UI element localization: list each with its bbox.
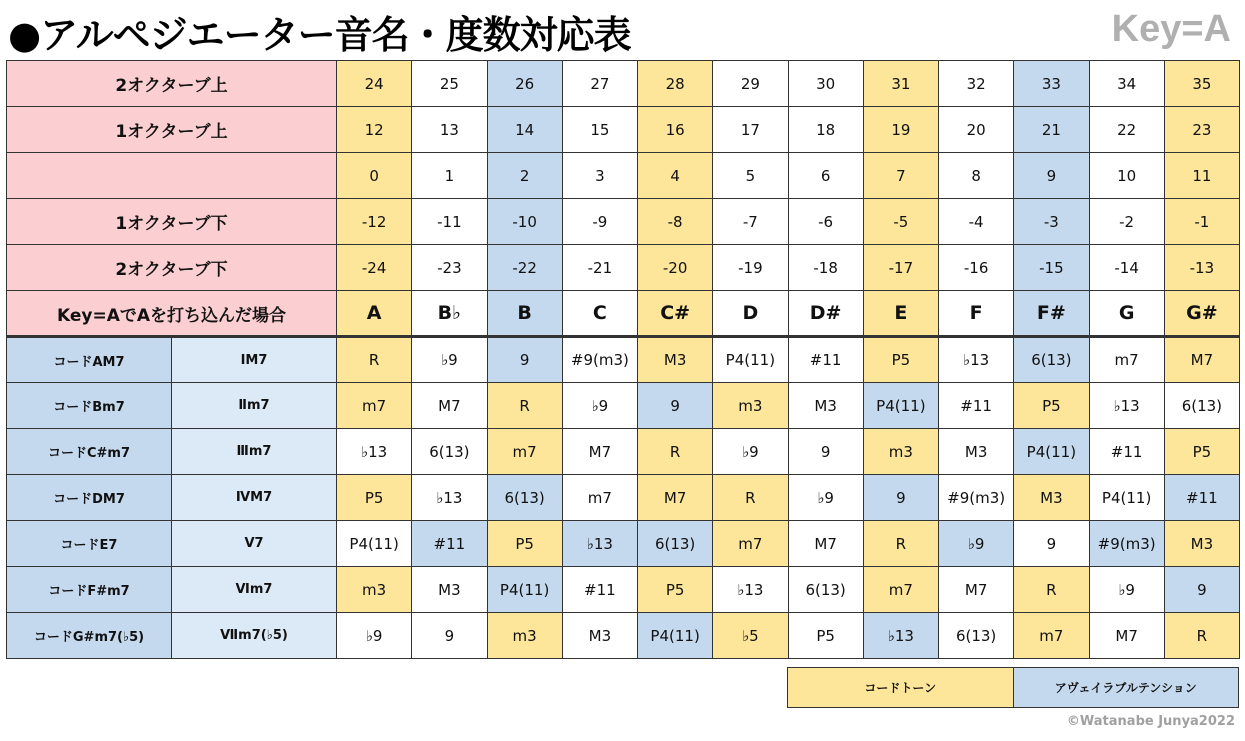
interval-cell: m3 — [337, 567, 412, 613]
interval-cell: 6(13) — [1164, 383, 1239, 429]
note-name: D# — [788, 291, 863, 337]
octave-value: -15 — [1014, 245, 1089, 291]
octave-value: -3 — [1014, 199, 1089, 245]
interval-cell: 6(13) — [487, 475, 562, 521]
octave-label: 2オクターブ下 — [7, 245, 337, 291]
octave-value: 6 — [788, 153, 863, 199]
interval-cell: M7 — [412, 383, 487, 429]
octave-value: -18 — [788, 245, 863, 291]
interval-cell: P5 — [1014, 383, 1089, 429]
interval-cell: 6(13) — [412, 429, 487, 475]
interval-cell: 6(13) — [788, 567, 863, 613]
interval-cell: #11 — [788, 337, 863, 383]
octave-value: 35 — [1164, 61, 1239, 107]
octave-value: -20 — [638, 245, 713, 291]
key-label: Key=A — [1111, 8, 1231, 50]
interval-cell: ♭9 — [562, 383, 637, 429]
octave-value: 23 — [1164, 107, 1239, 153]
interval-cell: 9 — [412, 613, 487, 659]
octave-value: 18 — [788, 107, 863, 153]
interval-cell: #11 — [562, 567, 637, 613]
note-row — [7, 291, 1240, 337]
octave-value: 16 — [638, 107, 713, 153]
chord-degree: Ⅵm7 — [172, 567, 337, 613]
interval-cell: 6(13) — [1014, 337, 1089, 383]
chord-name: コードE7 — [7, 521, 172, 567]
interval-cell: 9 — [863, 475, 938, 521]
octave-value: 3 — [562, 153, 637, 199]
note-name: F# — [1014, 291, 1089, 337]
octave-value: 2 — [487, 153, 562, 199]
interval-cell: ♭13 — [863, 613, 938, 659]
octave-value: 13 — [412, 107, 487, 153]
octave-value: 34 — [1089, 61, 1164, 107]
chord-row — [7, 337, 1240, 383]
interval-cell: R — [1164, 613, 1239, 659]
interval-cell: M3 — [1014, 475, 1089, 521]
interval-cell: P5 — [788, 613, 863, 659]
interval-cell: ♭13 — [412, 475, 487, 521]
octave-value: -21 — [562, 245, 637, 291]
octave-value: 12 — [337, 107, 412, 153]
legend-chord-tone: コードトーン — [788, 668, 1014, 707]
interval-cell: ♭5 — [713, 613, 788, 659]
interval-cell: P5 — [337, 475, 412, 521]
chord-degree: ⅣM7 — [172, 475, 337, 521]
octave-value: 1 — [412, 153, 487, 199]
interval-cell: m3 — [487, 613, 562, 659]
interval-cell: P5 — [638, 567, 713, 613]
chord-name: コードG#m7(♭5) — [7, 613, 172, 659]
octave-value: -19 — [713, 245, 788, 291]
interval-cell: ♭13 — [1089, 383, 1164, 429]
chord-row — [7, 429, 1240, 475]
degree-table — [6, 60, 1240, 659]
interval-cell: #11 — [939, 383, 1014, 429]
interval-cell: M3 — [1164, 521, 1239, 567]
interval-cell: ♭13 — [939, 337, 1014, 383]
interval-cell: 9 — [788, 429, 863, 475]
interval-cell: R — [337, 337, 412, 383]
interval-cell: R — [487, 383, 562, 429]
octave-value: -17 — [863, 245, 938, 291]
interval-cell: P5 — [1164, 429, 1239, 475]
interval-cell: M3 — [412, 567, 487, 613]
copyright: ©Watanabe Junya2022 — [1066, 714, 1235, 729]
interval-cell: M3 — [562, 613, 637, 659]
octave-row — [7, 107, 1240, 153]
interval-cell: 6(13) — [638, 521, 713, 567]
note-name: G — [1089, 291, 1164, 337]
interval-cell: m3 — [863, 429, 938, 475]
page-title: ●アルペジエーター音名・度数対応表 — [8, 13, 631, 57]
octave-value: 0 — [337, 153, 412, 199]
octave-label: 1オクターブ上 — [7, 107, 337, 153]
octave-value: -23 — [412, 245, 487, 291]
interval-cell: R — [638, 429, 713, 475]
octave-value: 31 — [863, 61, 938, 107]
interval-cell: M7 — [788, 521, 863, 567]
interval-cell: P5 — [863, 337, 938, 383]
interval-cell: R — [1014, 567, 1089, 613]
note-name: B — [487, 291, 562, 337]
interval-cell: ♭13 — [337, 429, 412, 475]
chord-degree: ⅠM7 — [172, 337, 337, 383]
interval-cell: ♭9 — [337, 613, 412, 659]
interval-cell: ♭9 — [939, 521, 1014, 567]
interval-cell: R — [863, 521, 938, 567]
octave-value: 15 — [562, 107, 637, 153]
octave-row — [7, 199, 1240, 245]
octave-label: 2オクターブ上 — [7, 61, 337, 107]
octave-value: -7 — [713, 199, 788, 245]
interval-cell: P4(11) — [863, 383, 938, 429]
octave-row — [7, 245, 1240, 291]
chord-row — [7, 475, 1240, 521]
octave-value: -5 — [863, 199, 938, 245]
interval-cell: #9(m3) — [939, 475, 1014, 521]
interval-cell: m7 — [1014, 613, 1089, 659]
octave-value: 4 — [638, 153, 713, 199]
chord-name: コードBm7 — [7, 383, 172, 429]
interval-cell: M3 — [788, 383, 863, 429]
octave-value: 29 — [713, 61, 788, 107]
octave-label: 1オクターブ下 — [7, 199, 337, 245]
interval-cell: m3 — [713, 383, 788, 429]
interval-cell: 6(13) — [939, 613, 1014, 659]
interval-cell: ♭13 — [713, 567, 788, 613]
octave-value: -8 — [638, 199, 713, 245]
interval-cell: m7 — [487, 429, 562, 475]
chord-degree: Ⅴ7 — [172, 521, 337, 567]
chord-row — [7, 521, 1240, 567]
chord-degree: Ⅶm7(♭5) — [172, 613, 337, 659]
octave-value: 24 — [337, 61, 412, 107]
note-name: F — [939, 291, 1014, 337]
octave-value: 5 — [713, 153, 788, 199]
interval-cell: 9 — [638, 383, 713, 429]
octave-row — [7, 153, 1240, 199]
interval-cell: P5 — [487, 521, 562, 567]
octave-value: -1 — [1164, 199, 1239, 245]
note-name: A — [337, 291, 412, 337]
interval-cell: m7 — [337, 383, 412, 429]
interval-cell: m7 — [1089, 337, 1164, 383]
interval-cell: #11 — [412, 521, 487, 567]
interval-cell: 9 — [487, 337, 562, 383]
interval-cell: M7 — [939, 567, 1014, 613]
chord-name: コードAM7 — [7, 337, 172, 383]
chord-name: コードDM7 — [7, 475, 172, 521]
octave-value: -4 — [939, 199, 1014, 245]
chord-row — [7, 567, 1240, 613]
interval-cell: M7 — [1089, 613, 1164, 659]
interval-cell: #11 — [1089, 429, 1164, 475]
interval-cell: m7 — [562, 475, 637, 521]
interval-cell: P4(11) — [638, 613, 713, 659]
octave-value: 28 — [638, 61, 713, 107]
octave-value: -2 — [1089, 199, 1164, 245]
interval-cell: 9 — [1164, 567, 1239, 613]
interval-cell: ♭13 — [562, 521, 637, 567]
interval-cell: ♭9 — [713, 429, 788, 475]
octave-value: -10 — [487, 199, 562, 245]
octave-value: 10 — [1089, 153, 1164, 199]
note-name: C# — [638, 291, 713, 337]
octave-value: 25 — [412, 61, 487, 107]
octave-value: -11 — [412, 199, 487, 245]
octave-value: 30 — [788, 61, 863, 107]
octave-value: -22 — [487, 245, 562, 291]
octave-value: -12 — [337, 199, 412, 245]
octave-value: 22 — [1089, 107, 1164, 153]
note-name: D — [713, 291, 788, 337]
octave-value: 32 — [939, 61, 1014, 107]
chord-row — [7, 383, 1240, 429]
octave-value: 27 — [562, 61, 637, 107]
octave-value: 8 — [939, 153, 1014, 199]
interval-cell: m7 — [713, 521, 788, 567]
octave-value: 33 — [1014, 61, 1089, 107]
interval-cell: #9(m3) — [1089, 521, 1164, 567]
octave-value: -6 — [788, 199, 863, 245]
octave-row — [7, 61, 1240, 107]
interval-cell: P4(11) — [713, 337, 788, 383]
octave-value: -16 — [939, 245, 1014, 291]
interval-cell: 9 — [1014, 521, 1089, 567]
interval-cell: M3 — [939, 429, 1014, 475]
octave-value: 7 — [863, 153, 938, 199]
interval-cell: M7 — [562, 429, 637, 475]
interval-cell: P4(11) — [487, 567, 562, 613]
interval-cell: #11 — [1164, 475, 1239, 521]
octave-value: 21 — [1014, 107, 1089, 153]
interval-cell: R — [713, 475, 788, 521]
octave-value: 14 — [487, 107, 562, 153]
interval-cell: M7 — [1164, 337, 1239, 383]
interval-cell: ♭9 — [788, 475, 863, 521]
chord-degree: Ⅱm7 — [172, 383, 337, 429]
octave-value: -9 — [562, 199, 637, 245]
note-name: E — [863, 291, 938, 337]
interval-cell: P4(11) — [1014, 429, 1089, 475]
octave-value: 20 — [939, 107, 1014, 153]
interval-cell: P4(11) — [1089, 475, 1164, 521]
octave-value: 17 — [713, 107, 788, 153]
interval-cell: ♭9 — [1089, 567, 1164, 613]
legend-available-tension: アヴェイラブルテンション — [1014, 668, 1239, 707]
octave-value: 26 — [487, 61, 562, 107]
octave-value: 11 — [1164, 153, 1239, 199]
chord-name: コードF#m7 — [7, 567, 172, 613]
octave-label — [7, 153, 337, 199]
interval-cell: P4(11) — [337, 521, 412, 567]
octave-value: -14 — [1089, 245, 1164, 291]
octave-value: -13 — [1164, 245, 1239, 291]
interval-cell: m7 — [863, 567, 938, 613]
interval-cell: ♭9 — [412, 337, 487, 383]
note-name: G# — [1164, 291, 1239, 337]
octave-value: -24 — [337, 245, 412, 291]
legend — [787, 667, 1239, 708]
chord-name: コードC#m7 — [7, 429, 172, 475]
note-name: B♭ — [412, 291, 487, 337]
chord-degree: Ⅲm7 — [172, 429, 337, 475]
note-row-label: Key=AでAを打ち込んだ場合 — [7, 291, 337, 337]
interval-cell: M3 — [638, 337, 713, 383]
chord-row — [7, 613, 1240, 659]
octave-value: 9 — [1014, 153, 1089, 199]
interval-cell: #9(m3) — [562, 337, 637, 383]
note-name: C — [562, 291, 637, 337]
interval-cell: M7 — [638, 475, 713, 521]
octave-value: 19 — [863, 107, 938, 153]
